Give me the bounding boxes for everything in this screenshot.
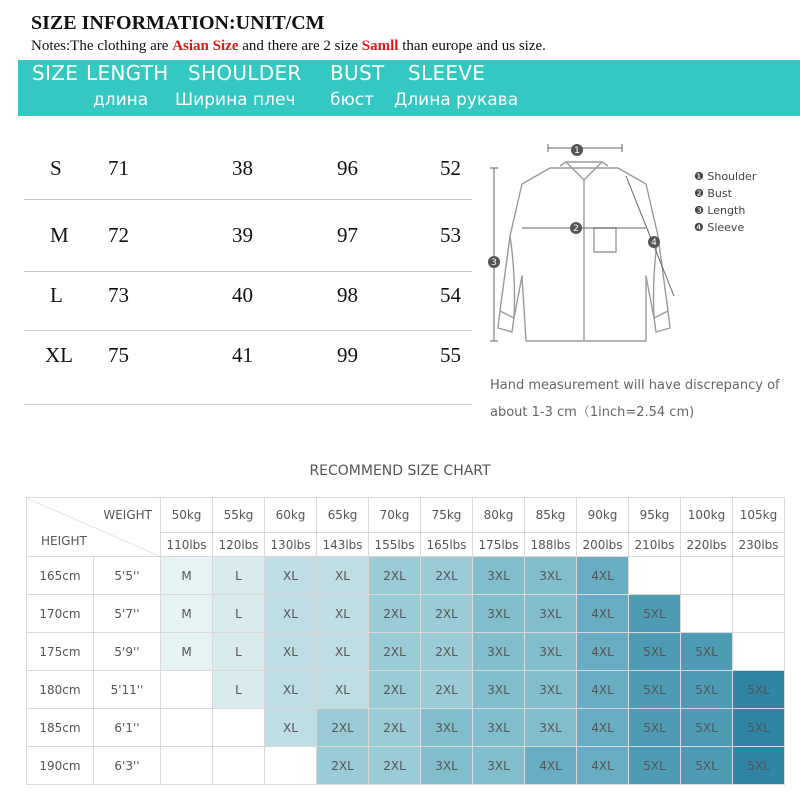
height-cm: 175cm: [27, 633, 94, 671]
height-ft: 5'7'': [94, 595, 161, 633]
size-cell: 3XL: [525, 671, 577, 709]
row-divider: [24, 271, 472, 272]
size-cell: 4XL: [577, 557, 629, 595]
corner-header: [27, 498, 161, 557]
size-cell: 2XL: [421, 671, 473, 709]
weight-kg-header: 95kg: [629, 498, 681, 533]
size-cell: L: [213, 633, 265, 671]
size-cell: L: [213, 595, 265, 633]
height-cm: 185cm: [27, 709, 94, 747]
height-cm: 165cm: [27, 557, 94, 595]
marker-3: 3: [491, 258, 497, 268]
size-cell: 4XL: [577, 709, 629, 747]
weight-kg-header: 75kg: [421, 498, 473, 533]
recommend-chart-title: RECOMMEND SIZE CHART: [309, 463, 491, 479]
size-cell: 5XL: [681, 747, 733, 785]
marker-2: 2: [573, 224, 579, 234]
size-cell: 3XL: [421, 747, 473, 785]
weight-kg-header: 70kg: [369, 498, 421, 533]
disclaimer-line-1: Hand measurement will have discrepancy of: [490, 378, 780, 393]
header-length: LENGTH: [86, 61, 169, 85]
size-cell: 4XL: [577, 747, 629, 785]
size-cell: M: [161, 595, 213, 633]
size-cell: 2XL: [369, 557, 421, 595]
notes-small: Samll: [361, 38, 399, 54]
weight-lbs-header: 188lbs: [525, 533, 577, 557]
table-row: [27, 671, 785, 709]
notes-suffix: than europe and us size.: [398, 38, 546, 54]
notes-asian-size: Asian Size: [172, 38, 239, 54]
shoulder-value: 39: [232, 223, 253, 247]
bust-value: 98: [337, 283, 358, 307]
weight-lbs-header: 230lbs: [733, 533, 785, 557]
header-bust-ru: бюст: [330, 90, 375, 110]
weight-lbs-header: 130lbs: [265, 533, 317, 557]
size-cell: 5XL: [681, 671, 733, 709]
weight-lbs-header: 165lbs: [421, 533, 473, 557]
size-cell: 2XL: [369, 633, 421, 671]
size-cell: XL: [265, 557, 317, 595]
size-cell: [681, 595, 733, 633]
size-cell: 4XL: [577, 671, 629, 709]
legend-item: ❸ Length: [694, 204, 746, 217]
size-cell: XL: [317, 633, 369, 671]
weight-lbs-header: 220lbs: [681, 533, 733, 557]
size-cell: 3XL: [525, 633, 577, 671]
size-cell: 5XL: [629, 709, 681, 747]
size-cell: XL: [317, 671, 369, 709]
size-cell: 3XL: [473, 709, 525, 747]
size-cell: 2XL: [421, 557, 473, 595]
height-cm: 190cm: [27, 747, 94, 785]
size-cell: [733, 557, 785, 595]
weight-label: WEIGHT: [103, 508, 152, 522]
size-cell: 3XL: [473, 747, 525, 785]
table-row: [27, 595, 785, 633]
size-cell: 4XL: [577, 595, 629, 633]
header-sleeve: SLEEVE: [408, 61, 486, 85]
size-cell: 3XL: [525, 595, 577, 633]
size-cell: XL: [265, 595, 317, 633]
header-length-ru: длина: [93, 90, 149, 110]
shoulder-value: 38: [232, 156, 253, 180]
size-cell: 5XL: [733, 671, 785, 709]
weight-kg-header: 105kg: [733, 498, 785, 533]
size-cell: [161, 709, 213, 747]
size-cell: 5XL: [629, 633, 681, 671]
notes-text: [31, 38, 546, 55]
table-row: [27, 747, 785, 785]
recommend-size-table: [26, 497, 785, 785]
header-shoulder: SHOULDER: [188, 61, 302, 85]
weight-kg-header: 60kg: [265, 498, 317, 533]
disclaimer-line-2: about 1-3 cm（1inch=2.54 cm): [490, 405, 695, 420]
size-cell: XL: [265, 709, 317, 747]
size-cell: 3XL: [525, 557, 577, 595]
sleeve-value: 53: [440, 223, 461, 247]
weight-lbs-header: 120lbs: [213, 533, 265, 557]
weight-lbs-header: 155lbs: [369, 533, 421, 557]
weight-lbs-header: 175lbs: [473, 533, 525, 557]
notes-middle: and there are 2 size: [238, 38, 362, 54]
size-cell: 5XL: [681, 633, 733, 671]
size-cell: 2XL: [317, 709, 369, 747]
row-divider: [24, 404, 472, 405]
size-cell: 3XL: [473, 671, 525, 709]
length-value: 72: [108, 223, 129, 247]
size-cell: 2XL: [369, 595, 421, 633]
sleeve-value: 54: [440, 283, 461, 307]
shoulder-value: 41: [232, 343, 253, 367]
size-cell: 2XL: [369, 709, 421, 747]
size-cell: 3XL: [473, 633, 525, 671]
weight-kg-header: 85kg: [525, 498, 577, 533]
weight-kg-header: 100kg: [681, 498, 733, 533]
size-cell: 2XL: [317, 747, 369, 785]
bust-value: 96: [337, 156, 358, 180]
legend-item: ❹ Sleeve: [694, 221, 745, 234]
size-cell: 5XL: [681, 709, 733, 747]
size-cell: [213, 747, 265, 785]
legend-item: ❷ Bust: [694, 187, 732, 200]
weight-lbs-header: 210lbs: [629, 533, 681, 557]
size-cell: L: [213, 671, 265, 709]
notes-prefix: Notes:The clothing are: [31, 38, 173, 54]
size-cell: XL: [317, 557, 369, 595]
height-label: HEIGHT: [41, 534, 87, 548]
marker-4: 4: [651, 238, 657, 248]
bust-value: 99: [337, 343, 358, 367]
weight-lbs-header: 110lbs: [161, 533, 213, 557]
table-row: [27, 633, 785, 671]
diagram-legend: [694, 168, 756, 236]
weight-kg-header: 80kg: [473, 498, 525, 533]
size-cell: 5XL: [629, 671, 681, 709]
size-cell: [213, 709, 265, 747]
header-bust: BUST: [330, 61, 385, 85]
legend-length: Length: [707, 204, 746, 217]
row-divider: [24, 199, 472, 200]
size-header-banner: [18, 60, 800, 116]
size-cell: M: [161, 633, 213, 671]
size-cell: 3XL: [525, 709, 577, 747]
size-cell: L: [213, 557, 265, 595]
size-cell: [265, 747, 317, 785]
weight-kg-header: 55kg: [213, 498, 265, 533]
sleeve-value: 52: [440, 156, 461, 180]
height-ft: 5'9'': [94, 633, 161, 671]
shoulder-value: 40: [232, 283, 253, 307]
size-cell: 5XL: [733, 709, 785, 747]
table-row: [27, 709, 785, 747]
size-cell: [161, 747, 213, 785]
height-ft: 5'5'': [94, 557, 161, 595]
size-cell: 2XL: [369, 671, 421, 709]
size-cell: XL: [265, 671, 317, 709]
size-cell: [733, 633, 785, 671]
height-cm: 180cm: [27, 671, 94, 709]
size-cell: [161, 671, 213, 709]
weight-lbs-header: 200lbs: [577, 533, 629, 557]
weight-kg-header: 65kg: [317, 498, 369, 533]
size-cell: 5XL: [629, 595, 681, 633]
sleeve-value: 55: [440, 343, 461, 367]
size-label: S: [50, 156, 62, 180]
size-cell: [681, 557, 733, 595]
length-value: 73: [108, 283, 129, 307]
header-sleeve-ru: Длина рукава: [394, 90, 519, 110]
size-label: L: [50, 283, 63, 307]
size-cell: 3XL: [421, 709, 473, 747]
legend-sleeve: Sleeve: [707, 221, 745, 234]
size-cell: 3XL: [473, 595, 525, 633]
height-ft: 5'11'': [94, 671, 161, 709]
size-cell: 5XL: [629, 747, 681, 785]
page-title: SIZE INFORMATION:UNIT/CM: [31, 12, 325, 34]
weight-lbs-header: 143lbs: [317, 533, 369, 557]
header-shoulder-ru: Ширина плеч: [175, 90, 296, 110]
legend-shoulder: Shoulder: [707, 170, 757, 183]
size-cell: 4XL: [577, 633, 629, 671]
size-cell: XL: [317, 595, 369, 633]
legend-bust: Bust: [707, 187, 732, 200]
size-label: XL: [45, 343, 73, 367]
weight-kg-header: 90kg: [577, 498, 629, 533]
marker-1: 1: [574, 146, 580, 156]
height-ft: 6'3'': [94, 747, 161, 785]
length-value: 75: [108, 343, 129, 367]
size-cell: 2XL: [421, 595, 473, 633]
size-cell: 5XL: [733, 747, 785, 785]
height-cm: 170cm: [27, 595, 94, 633]
size-cell: 2XL: [369, 747, 421, 785]
height-ft: 6'1'': [94, 709, 161, 747]
legend-item: ❶ Shoulder: [694, 170, 757, 183]
size-cell: M: [161, 557, 213, 595]
size-cell: 2XL: [421, 633, 473, 671]
size-cell: 4XL: [525, 747, 577, 785]
length-value: 71: [108, 156, 129, 180]
measurement-disclaimer: [490, 372, 790, 426]
table-row: [27, 557, 785, 595]
size-cell: 3XL: [473, 557, 525, 595]
size-label: M: [50, 223, 69, 247]
weight-kg-header: 50kg: [161, 498, 213, 533]
size-cell: XL: [265, 633, 317, 671]
size-cell: [629, 557, 681, 595]
bust-value: 97: [337, 223, 358, 247]
size-cell: [733, 595, 785, 633]
row-divider: [24, 330, 472, 331]
header-size: SIZE: [32, 61, 79, 85]
